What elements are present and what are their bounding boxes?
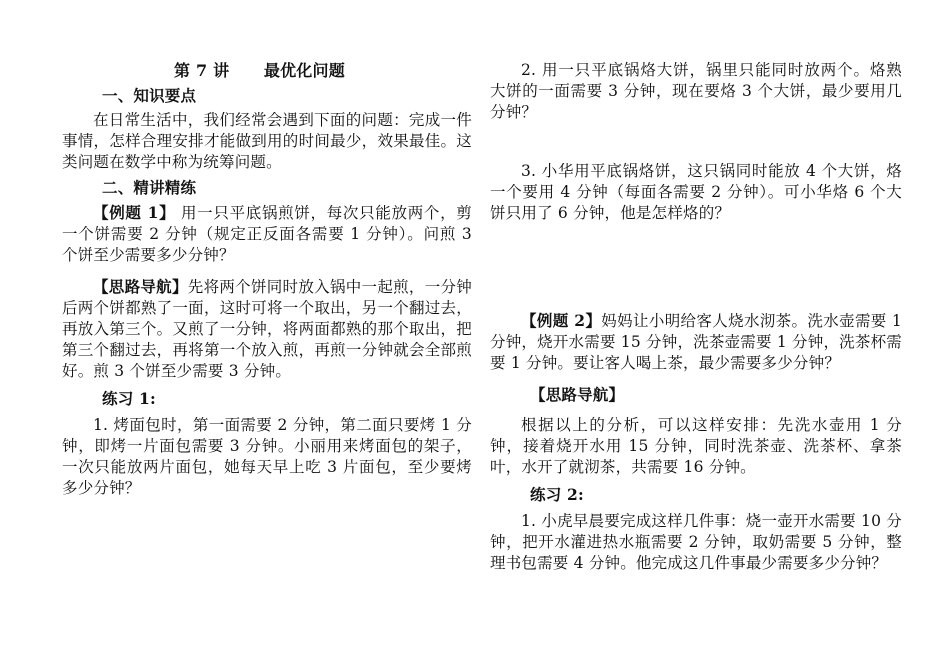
practice-1-question-3: 3. 小华用平底锅烙饼，这只锅同时能放 4 个大饼，烙一个要用 4 分钟（每面各需要 2 分钟）。可小华烙 6 个大饼只用了 6 分钟，他是怎样烙的？ [490,162,902,222]
practice-1-heading: 练习 1: [102,389,156,408]
example-2-text: 妈妈让小明给客人烧水沏茶。洗水壶需要 1 分钟，烧开水需要 15 分钟，洗茶壶需要 1 分钟，洗茶杯需要 1 分钟。要让客人喝上茶，最少需要多少分钟？ [490,312,902,372]
guide-2-label: 【思路导航】 [530,385,625,404]
example-2 [490,310,902,374]
practice-1-question-2: 2. 用一只平底锅烙大饼，锅里只能同时放两个。烙熟大饼的一面需要 3 分钟，现在要烙 3 个大饼，最少要用几分钟？ [490,61,902,121]
section-heading-knowledge: 一、知识要点 [102,86,197,105]
example-1-text: 用一只平底锅煎饼，每次只能放两个，剪一个饼需要 2 分钟（规定正反面各需要 1 分钟）。问煎 3 个饼至少需要多少分钟？ [62,204,472,264]
practice-2-heading: 练习 2: [530,485,584,504]
right-column [490,60,902,574]
knowledge-paragraph: 在日常生活中，我们经常会遇到下面的问题：完成一件事情，怎样合理安排才能做到用的时间最少，效果最佳。这类问题在数学中称为统筹问题。 [62,111,472,171]
guide-1 [62,276,472,382]
lesson-title: 第 7 讲 最优化问题 [174,61,345,80]
example-1 [62,202,472,266]
example-1-label: 【例题 1】 [93,203,176,222]
guide-1-text: 先将两个饼同时放入锅中一起煎，一分钟后两个饼都熟了一面，这时可将一个取出，另一个翻过去，再放入第三个。又煎了一分钟，将两面都熟的那个取出，把第三个翻过去，再将第一个放入煎，再煎一分钟就会全部煎好。煎 3 个饼至少需要 3 分钟。 [62,278,472,380]
guide-2-text: 根据以上的分析，可以这样安排：先洗水壶用 1 分钟，接着烧开水用 15 分钟，同时洗茶壶、洗茶杯、拿茶叶，水开了就沏茶，共需要 16 分钟。 [490,416,902,476]
guide-1-label: 【思路导航】 [93,277,188,296]
practice-1-question-1: 1. 烤面包时，第一面需要 2 分钟，第二面只要烤 1 分钟，即烤一片面包需要 3 分钟。小丽用来烤面包的架子，一次只能放两片面包，她每天早上吃 3 片面包，至少要烤多少分钟？ [62,416,472,497]
example-2-label: 【例题 2】 [521,311,602,330]
left-column [62,60,472,499]
practice-2-question-1: 1. 小虎早晨要完成这样几件事：烧一壶开水需要 10 分钟，把开水灌进热水瓶需要 2 分钟，取奶需要 5 分钟，整理书包需要 4 分钟。他完成这几件事最少需要多少分钟？ [490,512,902,572]
section-heading-practice: 二、精讲精练 [102,178,197,197]
